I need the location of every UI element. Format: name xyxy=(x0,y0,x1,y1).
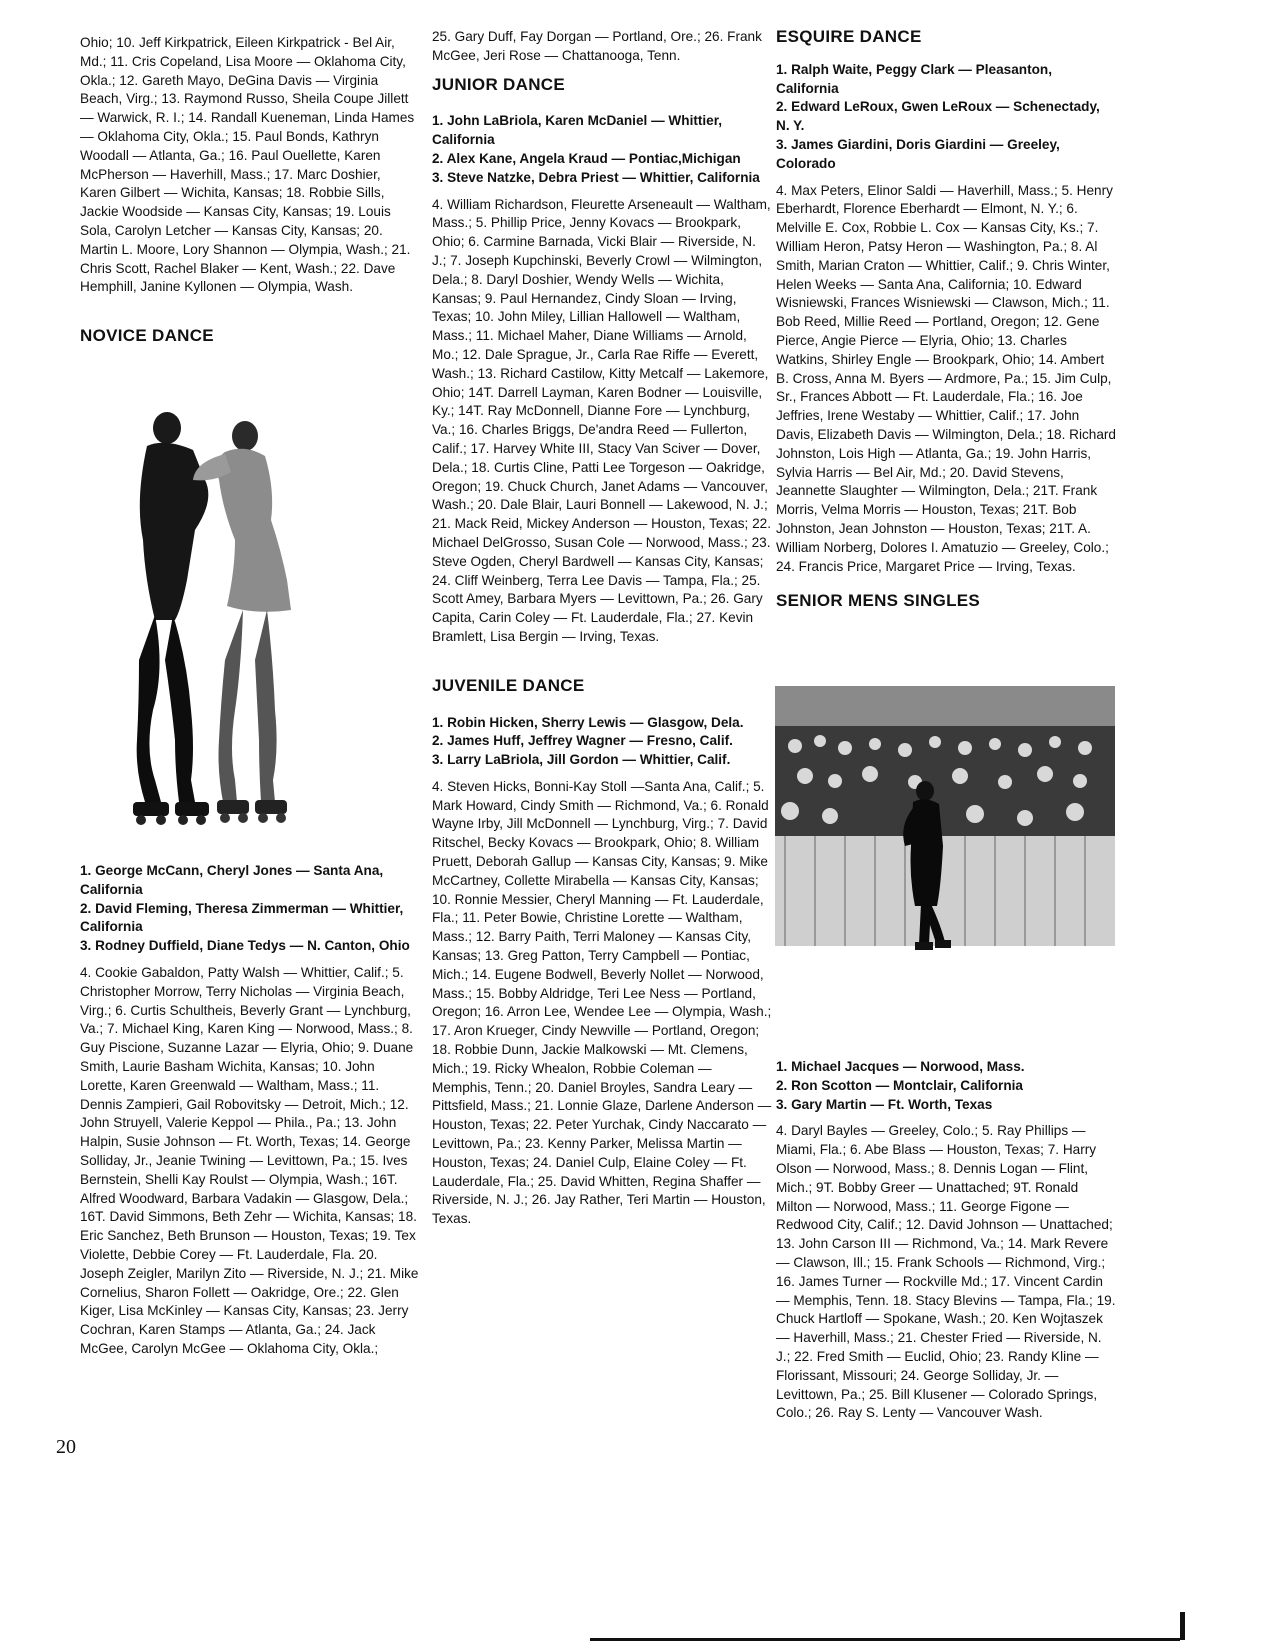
junior-remaining-results: 4. William Richardson, Fleurette Arseneault — Waltham, Mass.; 5. Phillip Price, Jenny Kovacs — Brookpark, Ohio; 6. Carmine Barnada, Vicki Blair — Riverside, N. J.; 7. Joseph Kupchinski, Beverly Crowl — Wilmington, Dela.; 8. Daryl Doshier, Wendy Wells — Wichita, Kansas; 9. Paul Hernandez, Cindy Sloan — Irving, Texas; 10. John Miley, Lillian Hallowell — Waltham, Mass.; 11. Michael Maher, Diane Williams — Arnold, Mo.; 12. Dale Sprague, Jr., Carla Rae Riffe — Everett, Wash.; 13. Richard Castilow, Kitty Metcalf — Lakemore, Ohio; 14T. Darrell Layman, Karen Bodner — Louisville, Ky.; 14T. Ray McDonnell, Dianne Fore — Lynchburg, Va.; 16. Charles Briggs, De'andra Reed — Fullerton, Calif.; 17. Harvey White III, Stacy Van Sciver — Dover, Dela.; 18. Curtis Cline, Patti Lee Torgeson — Oakridge, Oregon; 19. Chuck Church, Janet Adams — Vancouver, Wash.; 20. Dale Blair, Lauri Bonnell — Lakewood, N. J.; 21. Mack Reid, Mickey Anderson — Houston, Texas; 22. Michael DelGrosso, Susan Cole — Norwood, Mass.; 23. Steve Ogden, Cheryl Bardwell — Kansas City, Kansas; 24. Cliff Weinberg, Terra Lee Davis — Tampa, Fla.; 25. Scott Amey, Barbara Myers — Levittown, Pa.; 26. Gary Capita, Carin Coley — Ft. Lauderdale, Fla.; 27. Kevin Bramlett, Lisa Bergin — Irving, Texas. xyxy=(432,196,771,644)
senior-place-3: 3. Gary Martin — Ft. Worth, Texas xyxy=(776,1096,993,1112)
juvenile-place-3: 3. Larry LaBriola, Jill Gordon — Whittier, Calif. xyxy=(432,752,731,768)
senior-remaining-results: 4. Daryl Bayles — Greeley, Colo.; 5. Ray Phillips — Miami, Fla.; 6. Abe Blass — Houston, Texas; 7. Harry Olson — Norwood, Mass.; 8. Dennis Logan — Flint, Mich.; 9T. Bobby Greer — Unattached; 9T. Ronald Milton — Norwood, Mass.; 11. George Figone — Redwood City, Calif.; 12. David Johnson — Unattached; 13. John Carson III — Richmond, Va.; 14. Mark Revere — Clawson, Ill.; 15. Frank Schools — Richmond, Virg.; 16. James Turner — Rockville Md.; 17. Vincent Cardin — Memphis, Tenn. 18. Stacy Blevins — Tampa, Fla.; 19. Chuck Hartloff — Spokane, Wash.; 20. Ken Wojtaszek — Haverhill, Mass.; 21. Chester Fried — Riverside, N. J.; 22. Fred Smith — Euclid, Ohio; 23. Randy Kline — Florissant, Missouri; 24. George Solliday, Jr. — Levittown, Pa.; 25. Bill Klusener — Colorado Springs, Colo.; 26. Ray S. Lenty — Vancouver Wash. xyxy=(776,1123,1116,1421)
column-3 xyxy=(776,28,1116,611)
esquire-remaining-results: 4. Max Peters, Elinor Saldi — Haverhill, Mass.; 5. Henry Eberhardt, Florence Eberhardt — Elmont, N. Y.; 6. Melville E. Cox, Robbie L. Cox — Kansas City, Ks.; 7. William Heron, Patsy Heron — Washington, Pa.; 8. Al Smith, Marian Craton — Whittier, Calif.; 9. Chris Winter, Helen Weeks — Santa Ana, California; 10. Edward Wisniewski, Frances Wisniewski — Clawson, Mich.; 11. Bob Reed, Millie Reed — Portland, Oregon; 12. Gene Pierce, Angie Pierce — Elyria, Ohio; 13. Charles Watkins, Shirley Engle — Brookpark, Ohio; 14. Ambert B. Cross, Anna M. Byers — Ardmore, Pa.; 15. Jim Culp, Sr., Frances Abbott — Ft. Lauderdale, Fla.; 16. Joe Jeffries, Irene Westaby — Whittier, Calif.; 17. John Davis, Elizabeth Davis — Wilmington, Dela.; 18. Richard Johnston, Lois High — Atlanta, Ga.; 19. John Harris, Sylvia Harris — Bel Air, Md.; 20. David Stevens, Jeannette Slaughter — Wilmington, Dela.; 21T. Frank Morris, Velma Morris — Houston, Texas; 21T. Bob Johnston, Jean Johnston — Houston, Texas; 21T. A. William Norberg, Dolores I. Amatuzio — Greeley, Colo.; 24. Francis Price, Margaret Price — Irving, Texas. xyxy=(776,182,1116,574)
esquire-place-2: 2. Edward LeRoux, Gwen LeRoux — Schenectady, N. Y. xyxy=(776,99,1100,134)
esquire-dance-heading: ESQUIRE DANCE xyxy=(776,27,922,46)
juvenile-dance-heading: JUVENILE DANCE xyxy=(432,675,585,695)
column-1 xyxy=(80,34,420,346)
page-number: 20 xyxy=(56,1436,76,1458)
junior-place-2: 2. Alex Kane, Angela Kraud — Pontiac,Michigan xyxy=(432,150,741,166)
senior-place-2: 2. Ron Scotton — Montclair, California xyxy=(776,1077,1023,1093)
juvenile-remaining-results: 4. Steven Hicks, Bonni-Kay Stoll —Santa Ana, Calif.; 5. Mark Howard, Cindy Smith — Richmond, Va.; 6. Ronald Wayne Irby, Jill McDonnell — Lynchburg, Virg.; 7. David Ritschel, Becky Kovacs — Brookpark, Ohio; 8. William Pruett, Deborah Gallup — Kansas City, Kansas; 9. Mike McCartney, Collette Mirabella — Kansas City, Kansas; 10. Ronnie Messier, Cheryl Manning — Ft. Lauderdale, Fla.; 11. Peter Bowie, Christine Lorette — Waltham, Mass.; 12. Barry Paith, Terri Maloney — Kansas City, Kansas; 13. Greg Patton, Terry Campbell — Pontiac, Mich.; 14. Eugene Bodwell, Beverly Nollet — Norwood, Mass.; 15. Bobby Aldridge, Teri Lee Ness — Portland, Oregon; 16. Arron Lee, Wendee Lee — Olympia, Wash.; 17. Aron Krueger, Cindy Newville — Portland, Oregon; 18. Robbie Dunn, Jackie Malkowski — Mt. Clemens, Mich.; 19. Ricky Whealon, Robbie Coleman — Memphis, Tenn.; 20. Daniel Broyles, Sandra Leary — Pittsfield, Mass.; 21. Lonnie Glaze, Darlene Anderson — Houston, Texas; 22. Peter Yurchak, Cindy Naccarato — Levittown, Pa.; 23. Kenny Parker, Melissa Martin — Houston, Texas; 24. Daniel Culp, Elaine Coley — Ft. Lauderdale, Fla.; 25. David Whitten, Regina Shaffer — Riverside, N. J.; 26. Jay Rather, Teri Martin — Houston, Texas. xyxy=(432,778,772,1227)
novice-remaining-results: 4. Cookie Gabaldon, Patty Walsh — Whittier, Calif.; 5. Christopher Morrow, Terry Nicholas — Virginia Beach, Virg.; 6. Curtis Schultheis, Beverly Grant — Lynchburg, Va.; 7. Michael King, Karen King — Norwood, Mass.; 8. Guy Piscione, Suzanne Lazar — Elyria, Ohio; 9. Duane Smith, Laurie Basham Wichita, Kansas; 10. John Lorette, Karen Greenwald — Waltham, Mass.; 11. Dennis Zampieri, Gail Robovitsky — Detroit, Mich.; 12. John Struyell, Valerie Keppol — Phila., Pa.; 13. John Halpin, Susie Johnson — Ft. Worth, Texas; 14. George Solliday, Jr., Jeanie Twining — Levittown, Pa.; 15. Ives Bernstein, Shelli Kay Roulst — Olympia, Wash.; 16T. Alfred Woodward, Barbara Vadakin — Glasgow, Dela.; 16T. David Simmons, Beth Zehr — Wichita, Kansas; 18. Eric Sanchez, Beth Brunson — Houston, Texas; 19. Tex Violette, Debbie Corey — Ft. Lauderdale, Fla. 20. Joseph Zeigler, Marilyn Zito — Riverside, N. J.; 21. Mike Cornelius, Sharon Follett — Oakridge, Ore.; 22. Glen Kiger, Lisa McKinley — Kansas City, Kansas; 23. Jerry Cochran, Karen Stamps — Atlanta, Ga.; 24. Jack McGee, Carolyn McGee — Oklahoma City, Okla.; xyxy=(80,964,419,1356)
junior-place-1: 1. John LaBriola, Karen McDaniel — Whittier, California xyxy=(432,113,723,148)
column-1-lower xyxy=(80,862,420,1367)
novice-final-results: 25. Gary Duff, Fay Dorgan — Portland, Ore.; 26. Frank McGee, Jeri Rose — Chattanooga, Tenn. xyxy=(432,29,762,63)
esquire-place-3: 3. James Giardini, Doris Giardini — Greeley, Colorado xyxy=(776,136,1060,171)
column-3-lower xyxy=(776,1058,1116,1431)
novice-dance-photo xyxy=(95,410,335,850)
column-2 xyxy=(432,28,772,1237)
esquire-place-1: 1. Ralph Waite, Peggy Clark — Pleasanton, California xyxy=(776,61,1052,96)
senior-place-1: 1. Michael Jacques — Norwood, Mass. xyxy=(776,1059,1025,1074)
juvenile-place-2: 2. James Huff, Jeffrey Wagner — Fresno, Calif. xyxy=(432,733,733,749)
corner-mark xyxy=(1180,1612,1185,1640)
junior-dance-heading: JUNIOR DANCE xyxy=(432,74,566,94)
novice-place-3: 3. Rodney Duffield, Diane Tedys — N. Canton, Ohio xyxy=(80,938,410,954)
novice-continued-results: Ohio; 10. Jeff Kirkpatrick, Eileen Kirkpatrick - Bel Air, Md.; 11. Cris Copeland, Lisa Moore — Oklahoma City, Okla.; 12. Gareth Mayo, DeGina Davis — Virginia Beach, Virg.; 13. Raymond Russo, Sheila Coupe Jillett — Warwick, R. I.; 14. Randall Kueneman, Linda Hames — Oklahoma City, Okla.; 15. Paul Bonds, Kathryn Woodall — Atlanta, Ga.; 16. Paul Ouellette, Karen McPherson — Haverhill, Mass.; 17. Marc Doshier, Karen Gilbert — Wichita, Kansas; 18. Robbie Sills, Jackie Woodside — Kansas City, Kansas; 19. Louis Sola, Carolyn Letcher — Kansas City, Kansas; 20. Martin L. Moore, Lory Shannon — Olympia, Wash.; 21. Chris Scott, Rachel Blaker — Kent, Wash.; 22. Dave Hemphill, Janine Kyllonen — Olympia, Wash. xyxy=(80,35,415,295)
novice-dance-heading: NOVICE DANCE xyxy=(80,326,214,346)
novice-place-2: 2. David Fleming, Theresa Zimmerman — Whittier, California xyxy=(80,900,404,935)
novice-place-1: 1. George McCann, Cheryl Jones — Santa Ana, California xyxy=(80,863,384,897)
senior-mens-singles-photo xyxy=(775,686,1115,956)
senior-mens-singles-heading: SENIOR MENS SINGLES xyxy=(776,591,981,611)
bottom-rule xyxy=(590,1638,1180,1641)
juvenile-place-1: 1. Robin Hicken, Sherry Lewis — Glasgow, Dela. xyxy=(432,714,744,730)
junior-place-3: 3. Steve Natzke, Debra Priest — Whittier, California xyxy=(432,169,760,185)
